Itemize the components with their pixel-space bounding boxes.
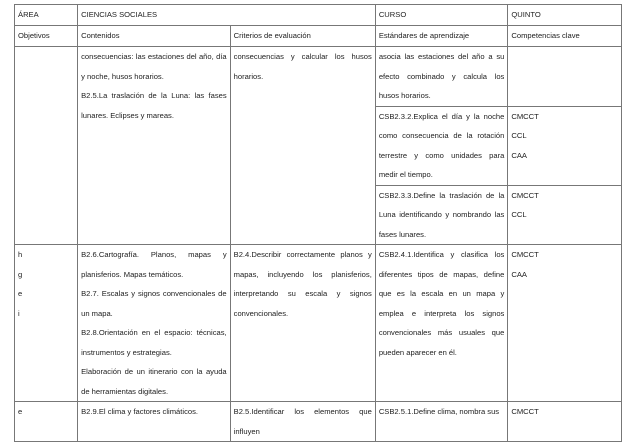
- competencia-tag: CMCCT: [511, 190, 539, 200]
- block3-competencias: [508, 402, 622, 442]
- block1-criterios: consecuencias y calcular los husos horarios.: [230, 47, 375, 245]
- competencia-tag: CMCCT: [511, 250, 539, 259]
- objetivo-item: e: [18, 289, 23, 298]
- block2-contenido-2: B2.7. Escalas y signos convencionales de un mapa.: [81, 289, 227, 318]
- course-value-cell: QUINTO: [508, 5, 622, 26]
- block1-estandar-2: CSB2.3.2.Explica el día y la noche como consecuencia de la rotación terrestre y como unidades para medir el tiempo.: [375, 106, 508, 185]
- block3-estandar: CSB2.5.1.Define clima, nombra sus: [375, 402, 508, 442]
- block3-criterios: B2.5.Identificar los elementos que influyen: [230, 402, 375, 442]
- objetivo-item: g: [18, 269, 23, 279]
- block2-criterios: B2.4.Describir correctamente planos y mapas, incluyendo los planisferios, interpretando su escala y signos convencionales.: [230, 245, 375, 402]
- block2-row: [15, 245, 622, 402]
- header-row: [15, 5, 622, 26]
- competencia-tag: CAA: [511, 150, 527, 160]
- block1-competencias-3: [508, 185, 622, 245]
- objetivo-item: i: [18, 308, 20, 318]
- curriculum-table: [14, 4, 622, 442]
- block1-estandar-3: CSB2.3.3.Define la traslación de la Luna identificando y nombrando las fases lunares.: [375, 185, 508, 245]
- col-contenidos: Contenidos: [78, 26, 231, 47]
- area-value-cell: CIENCIAS SOCIALES: [78, 5, 376, 26]
- block3-row: [15, 402, 622, 442]
- block2-contenido-3: B2.8.Orientación en el espacio: técnicas, instrumentos y estrategias.: [81, 328, 227, 357]
- block2-objetivos: [15, 245, 78, 402]
- col-competencias: Competencias clave: [508, 26, 622, 47]
- competencia-tag: CCL: [511, 131, 527, 140]
- block1-contenido-1: consecuencias: las estaciones del año, día y noche, husos horarios.: [81, 52, 227, 81]
- block2-contenido-1: B2.6.Cartografía. Planos, mapas y planisferios. Mapas temáticos.: [81, 250, 227, 279]
- block2-estandar: CSB2.4.1.Identifica y clasifica los diferentes tipos de mapas, define que es la escala en un mapa y emplea e interpreta los signos convencionales más usuales que pueden aparecer en él.: [375, 245, 508, 402]
- block1-competencias-1: [508, 47, 622, 107]
- competencia-tag: CCL: [511, 210, 527, 219]
- block1-contenidos: [78, 47, 231, 245]
- block2-contenido-4: Elaboración de un itinerario con la ayuda de herramientas digitales.: [81, 367, 227, 396]
- block1-contenido-2: B2.5.La traslación de la Luna: las fases lunares. Eclipses y mareas.: [81, 91, 227, 120]
- competencia-tag: CMCCT: [511, 111, 539, 121]
- block1-objetivos: [15, 47, 78, 245]
- block1-row-1: [15, 47, 622, 107]
- col-criterios: Criterios de evaluación: [230, 26, 375, 47]
- competencia-tag: CAA: [511, 269, 527, 279]
- column-header-row: [15, 26, 622, 47]
- objetivo-item: h: [18, 250, 23, 259]
- block2-contenidos: [78, 245, 231, 402]
- competencia-tag: CMCCT: [511, 407, 539, 416]
- block1-competencias-2: [508, 106, 622, 185]
- col-objetivos: Objetivos: [15, 26, 78, 47]
- block3-contenidos: B2.9.El clima y factores climáticos.: [78, 402, 231, 442]
- block1-estandar-1: asocia las estaciones del año a su efecto combinado y calcula los husos horarios.: [375, 47, 508, 107]
- area-label-cell: ÁREA: [15, 5, 78, 26]
- col-estandares: Estándares de aprendizaje: [375, 26, 508, 47]
- course-label-cell: CURSO: [375, 5, 508, 26]
- block3-objetivos: e: [15, 402, 78, 442]
- block2-competencias: [508, 245, 622, 402]
